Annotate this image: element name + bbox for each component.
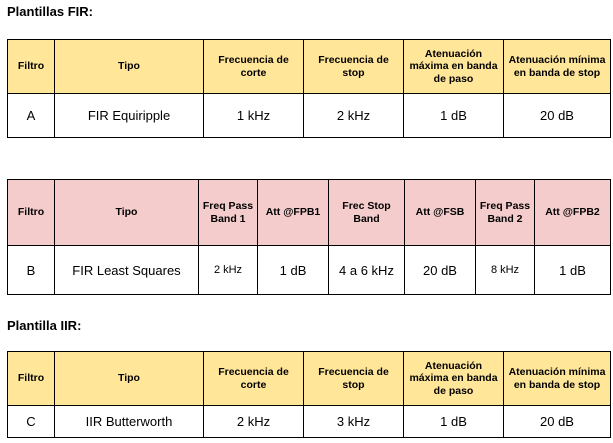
fir-templates-heading: Plantillas FIR: (7, 4, 93, 19)
cell-atenuacion-maxima: 1 dB (404, 94, 504, 138)
header-att-fpb1: Att @FPB1 (258, 180, 329, 246)
cell-tipo: FIR Least Squares (55, 246, 199, 295)
header-frecuencia-corte: Frecuencia de corte (204, 352, 304, 406)
cell-frec-stop-band: 4 a 6 kHz (329, 246, 405, 295)
header-atenuacion-minima: Atenuación mínima en banda de stop (504, 40, 611, 94)
header-freq-pass-band-1: Freq Pass Band 1 (199, 180, 258, 246)
cell-frecuencia-stop: 3 kHz (304, 406, 404, 438)
cell-tipo: IIR Butterworth (55, 406, 204, 438)
cell-frecuencia-corte: 2 kHz (204, 406, 304, 438)
header-filtro: Filtro (8, 352, 55, 406)
header-frec-stop-band: Frec Stop Band (329, 180, 405, 246)
table-row (8, 246, 611, 295)
iir-template-table-c (7, 351, 611, 438)
table-row (8, 94, 611, 138)
header-frecuencia-corte: Frecuencia de corte (204, 40, 304, 94)
header-atenuacion-minima: Atenuación mínima en banda de stop (504, 352, 611, 406)
cell-atenuacion-minima: 20 dB (504, 406, 611, 438)
cell-filtro: A (8, 94, 55, 138)
cell-tipo: FIR Equiripple (55, 94, 204, 138)
cell-freq-pass-band-2: 8 kHz (476, 246, 535, 295)
header-att-fpb2: Att @FPB2 (535, 180, 611, 246)
cell-att-fsb: 20 dB (405, 246, 476, 295)
header-tipo: Tipo (55, 352, 204, 406)
header-frecuencia-stop: Frecuencia de stop (304, 352, 404, 406)
cell-frecuencia-corte: 1 kHz (204, 94, 304, 138)
header-tipo: Tipo (55, 40, 204, 94)
iir-template-heading: Plantilla IIR: (7, 318, 82, 333)
cell-frecuencia-stop: 2 kHz (304, 94, 404, 138)
header-filtro: Filtro (8, 40, 55, 94)
header-frecuencia-stop: Frecuencia de stop (304, 40, 404, 94)
fir-template-table-a (7, 39, 611, 138)
table-row (8, 406, 611, 438)
cell-att-fpb1: 1 dB (258, 246, 329, 295)
header-atenuacion-maxima: Atenuación máxima en banda de paso (404, 40, 504, 94)
cell-atenuacion-minima: 20 dB (504, 94, 611, 138)
header-tipo: Tipo (55, 180, 199, 246)
cell-filtro: B (8, 246, 55, 295)
header-att-fsb: Att @FSB (405, 180, 476, 246)
header-freq-pass-band-2: Freq Pass Band 2 (476, 180, 535, 246)
cell-freq-pass-band-1: 2 kHz (199, 246, 258, 295)
cell-filtro: C (8, 406, 55, 438)
cell-att-fpb2: 1 dB (535, 246, 611, 295)
header-atenuacion-maxima: Atenuación máxima en banda de paso (404, 352, 504, 406)
fir-template-table-b (7, 179, 611, 295)
cell-atenuacion-maxima: 1 dB (404, 406, 504, 438)
header-filtro: Filtro (8, 180, 55, 246)
